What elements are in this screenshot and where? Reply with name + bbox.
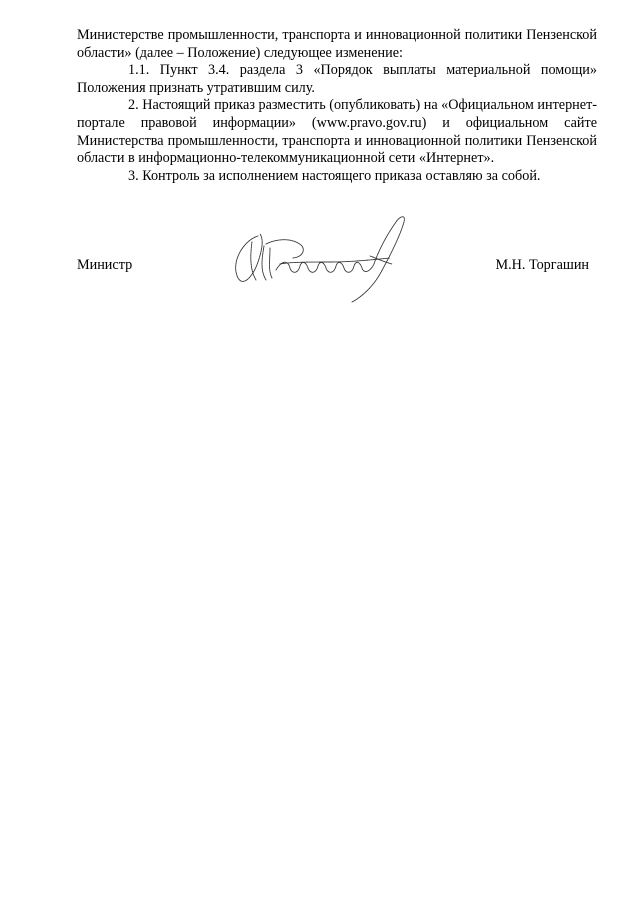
signature-block: [77, 200, 597, 310]
signatory-name: М.Н. Торгашин: [495, 257, 589, 273]
paragraph-item-3: 3. Контроль за исполнением настоящего приказа оставляю за собой.: [128, 167, 541, 184]
handwritten-signature: [220, 204, 420, 304]
document-body: [77, 27, 597, 185]
paragraph-item-2: 2. Настоящий приказ разместить (опубликовать) на «Официальном интернет-портале правовой информации» (www.pravo.gov.ru) и официальном сайте Министерства промышленности, транспорта и инновационной политики Пензенской области в информационно-телекоммуникационной сети «Интернет».: [77, 97, 597, 167]
paragraph-intro-continuation: Министерстве промышленности, транспорта и инновационной политики Пензенской области» (далее – Положение) следующее изменение:: [77, 27, 597, 61]
paragraph-item-1-1: 1.1. Пункт 3.4. раздела 3 «Порядок выплаты материальной помощи» Положения признать утратившим силу.: [77, 62, 597, 96]
signatory-title: Министр: [77, 257, 133, 273]
